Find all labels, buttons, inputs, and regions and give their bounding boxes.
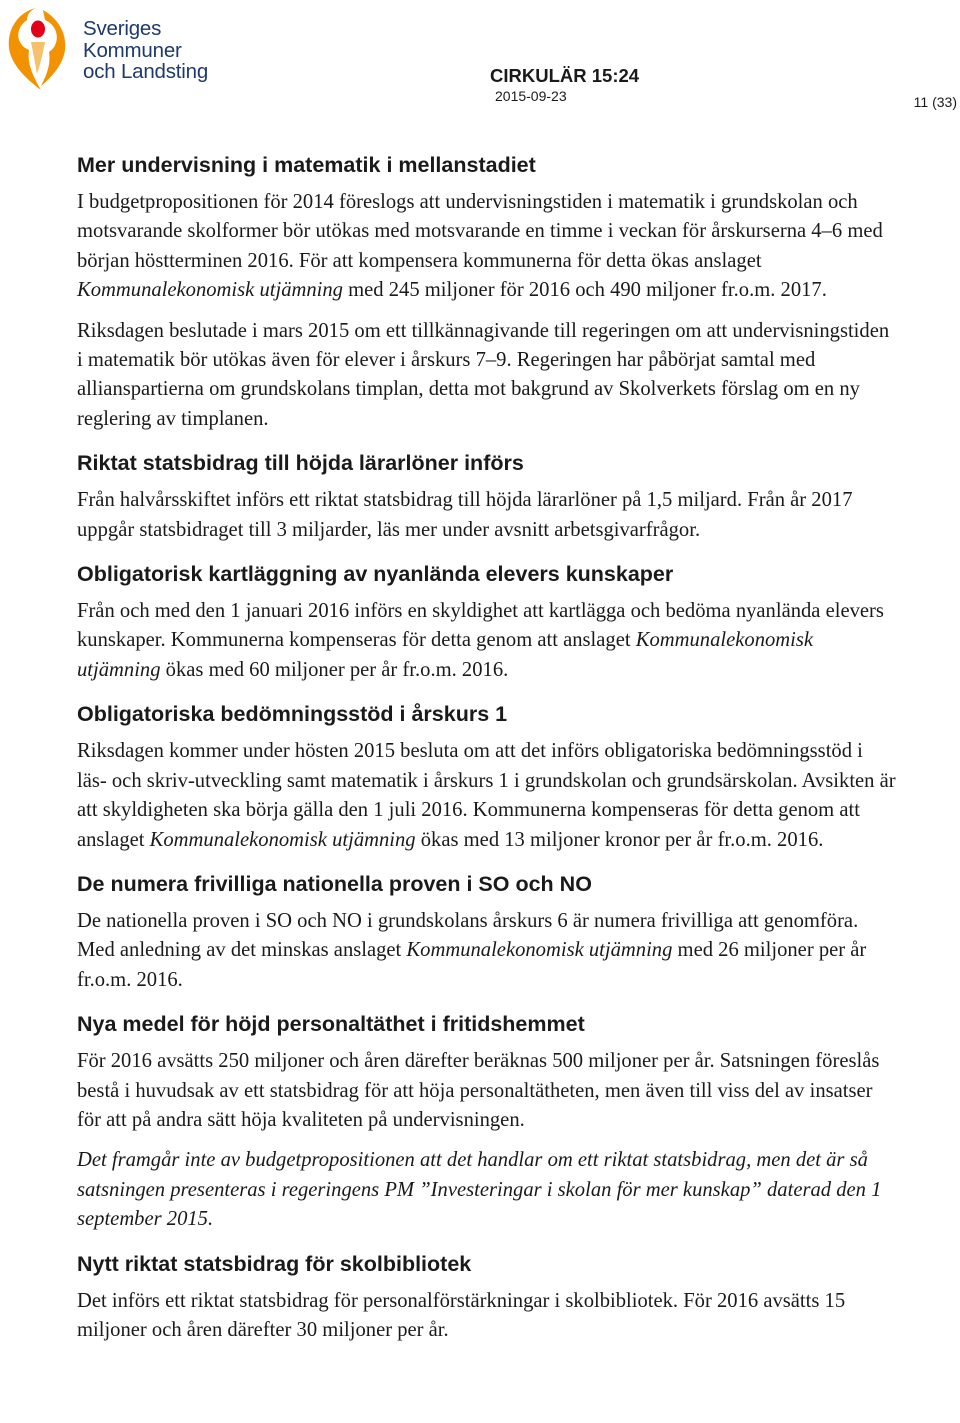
section-lararloner <box>77 448 897 545</box>
section-nationella-prov <box>77 869 897 995</box>
paragraph: Riksdagen beslutade i mars 2015 om ett tillkännagivande till regeringen om att undervisningstiden i matematik bör utökas även för elever i årskurs 7–9. Regeringen har påbörjat samtal med allianspartierna om grundskolans timplan, detta mot bakgrund av Skolverkets förslag om en ny reglering av timplanen. <box>77 319 890 430</box>
emphasis: Kommunalekonomisk utjämning <box>77 279 343 302</box>
paragraph: Det införs ett riktat statsbidrag för personalförstärkningar i skolbibliotek. För 2016 avsätts 15 miljoner och åren därefter 30 miljoner per år. <box>77 1289 846 1341</box>
section-bedomningsstod <box>77 699 897 855</box>
page-number: 11 (33) <box>913 94 957 110</box>
paragraph: Riksdagen kommer under hösten 2015 besluta om att det införs obligatoriska bedömningsstöd i läs- och skriv-utveckling samt matematik i årskurs 1 i grundskolan och grundsärskolan. Avsikten är att skyldigheten ska börja gälla den 1 juli 2016. Kommunerna kompenseras för detta genom att anslaget Kommunalekonomisk utjämning ökas med 13 miljoner kronor per år fr.o.m. 2016. <box>77 740 896 851</box>
document-date: 2015-09-23 <box>495 88 567 104</box>
section-matematik <box>77 150 897 434</box>
document-title: CIRKULÄR 15:24 <box>490 65 640 86</box>
skl-logo <box>3 4 218 96</box>
section-heading: Riktat statsbidrag till höjda lärarlöner införs <box>77 451 524 476</box>
section-skolbibliotek <box>77 1249 897 1346</box>
section-kartlaggning <box>77 559 897 685</box>
logo-line-2: Kommuner <box>83 38 182 62</box>
emphasis: Kommunalekonomisk utjämning <box>149 828 416 851</box>
emphasis: Kommunalekonomisk utjämning <box>77 629 814 681</box>
paragraph: Från och med den 1 januari 2016 införs en skyldighet att kartlägga och bedöma nyanlända elevers kunskaper. Kommunerna kompenseras för detta genom att anslaget Kommunalekonomisk utjämning ökas med 60 miljoner per år fr.o.m. 2016. <box>77 600 884 681</box>
paragraph: I budgetpropositionen för 2014 föreslogs att undervisningstiden i matematik i grundskolan och motsvarande skolformer bör utökas med motsvarande en timme i veckan för årskurserna 4–6 med början höstterminen 2016. För att kompensera kommunerna för detta ökas anslaget Kommunalekonomisk utjämning med 245 miljoner för 2016 och 490 miljoner fr.o.m. 2017. <box>77 191 883 302</box>
paragraph: För 2016 avsätts 250 miljoner och åren därefter beräknas 500 miljoner per år. Satsningen föreslås bestå i huvudsak av ett statsbidrag för att höja personaltätheten, men även till viss del av insatser för att på andra sätt höja kvaliteten på undervisningen. <box>77 1050 880 1131</box>
logo-line-1: Sveriges <box>83 17 162 40</box>
section-fritidshem <box>77 1009 897 1234</box>
document-body <box>77 150 897 1359</box>
paragraph: De nationella proven i SO och NO i grundskolans årskurs 6 är numera frivilliga att genomföra. Med anledning av det minskas anslaget Kommunalekonomisk utjämning med 26 miljoner per år fr.o.m. 2016. <box>77 909 867 991</box>
emphasis: Kommunalekonomisk utjämning <box>406 939 673 962</box>
paragraph: Från halvårsskiftet införs ett riktat statsbidrag till höjda lärarlöner på 1,5 miljard. Från år 2017 uppgår statsbidraget till 3 miljarder, läs mer under avsnitt arbetsgivarfrågor. <box>77 489 853 541</box>
italic-note: Det framgår inte av budgetpropositionen att det handlar om ett riktat statsbidrag, men det är så satsningen presenteras i regeringens PM ”Investeringar i skolan för mer kunskap” daterad den 1 september 2015. <box>77 1149 882 1231</box>
section-heading: Mer undervisning i matematik i mellanstadiet <box>77 153 536 177</box>
section-heading: Nya medel för höjd personaltäthet i fritidshemmet <box>77 1012 585 1037</box>
section-heading: Obligatoriska bedömningsstöd i årskurs 1 <box>77 702 508 727</box>
section-heading: Obligatorisk kartläggning av nyanlända elevers kunskaper <box>77 562 674 587</box>
logo-line-3: och Landsting <box>83 60 209 83</box>
section-heading: Nytt riktat statsbidrag för skolbibliotek <box>77 1251 472 1276</box>
skl-emblem-icon <box>3 4 73 94</box>
section-heading: De numera frivilliga nationella proven i SO och NO <box>77 871 592 896</box>
